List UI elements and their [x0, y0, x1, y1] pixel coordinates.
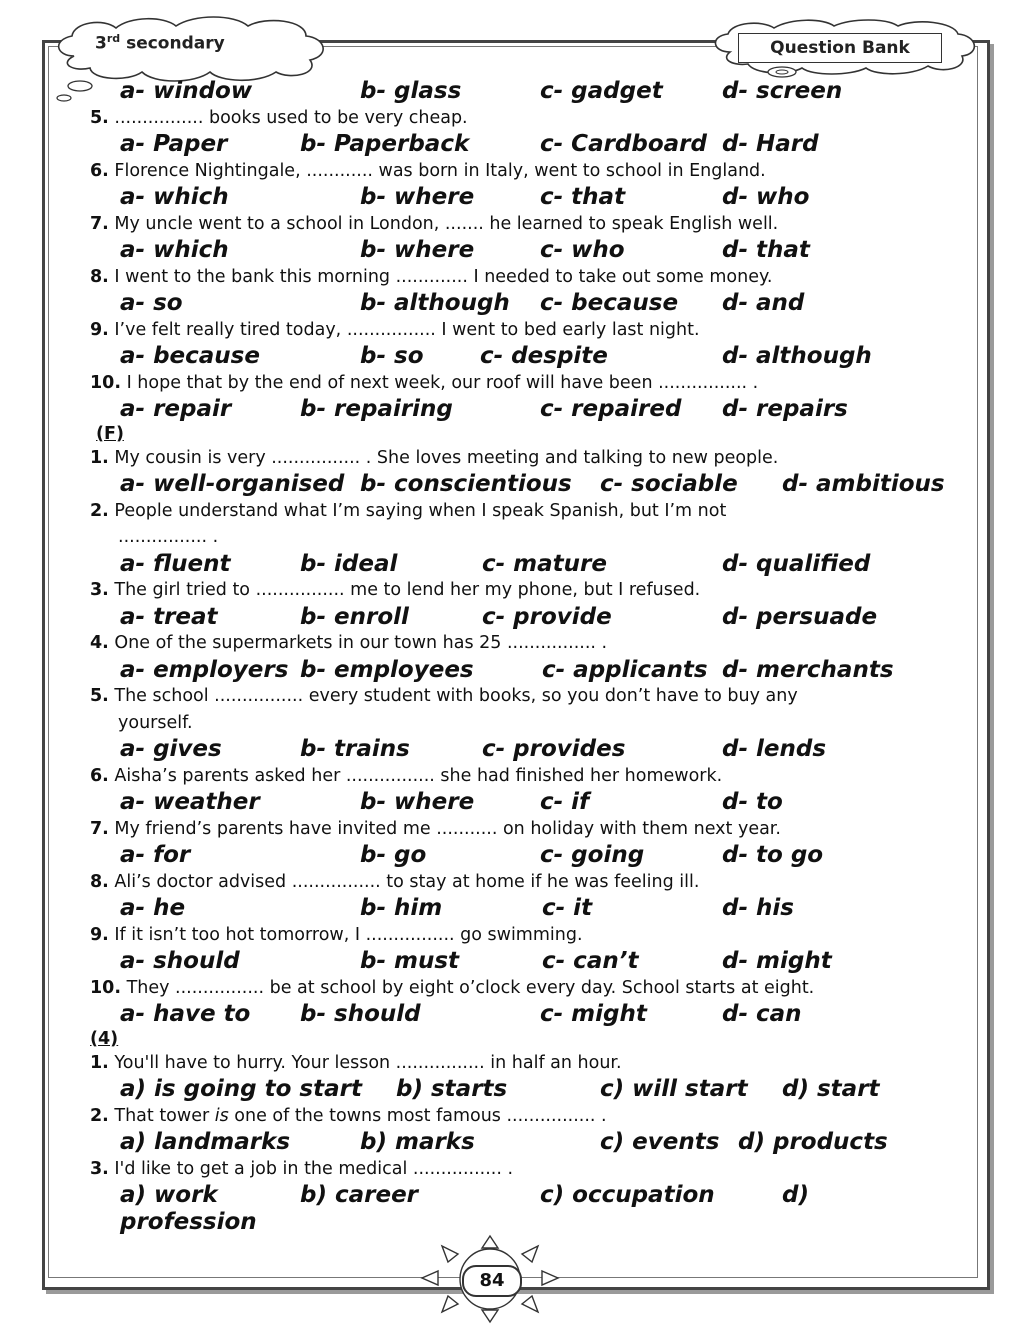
answer-options [90, 131, 960, 158]
answer-option-c[interactable]: c- mature [482, 550, 607, 577]
answer-option-a[interactable]: a- for [120, 842, 191, 868]
answer-option-b[interactable]: b- so [360, 343, 424, 369]
question-number: 2. [90, 500, 109, 521]
answer-options [90, 78, 960, 105]
answer-option-a[interactable]: a- which [120, 237, 229, 263]
answer-option-d[interactable]: d) products [738, 1129, 888, 1155]
answer-option-b[interactable]: b) career [300, 1182, 419, 1208]
question-text: 2. That tower is one of the towns most famous ................ . [90, 1105, 607, 1126]
answer-option-c[interactable]: c- applicants [542, 656, 708, 683]
answer-options [90, 604, 960, 631]
answer-option-c[interactable]: c- that [540, 184, 626, 210]
answer-option-c[interactable]: c- repaired [540, 396, 682, 422]
answer-option-a[interactable]: a- employers [120, 656, 289, 683]
grade-label: 3rd secondary [95, 32, 225, 54]
answer-option-a[interactable]: a- treat [120, 603, 218, 630]
answer-option-d[interactable]: d- can [722, 1001, 802, 1027]
question-text: 9. I’ve felt really tired today, ................ I went to bed early last night. [90, 319, 700, 340]
answer-option-a[interactable]: a) landmarks [120, 1129, 291, 1155]
question-text: 9. If it isn’t too hot tomorrow, I ................ go swimming. [90, 924, 583, 945]
answer-option-a[interactable]: a- Paper [120, 131, 228, 157]
answer-option-c[interactable]: c- might [540, 1001, 647, 1027]
answer-options [90, 237, 960, 264]
answer-option-b[interactable]: b- go [360, 842, 427, 868]
question-number: 1. [90, 1052, 109, 1073]
answer-option-b[interactable]: b- employees [300, 656, 474, 683]
question-content [90, 78, 960, 1235]
answer-option-c[interactable]: c) events [600, 1129, 720, 1155]
answer-options [90, 789, 960, 816]
question-number: 5. [90, 686, 109, 706]
question-number: 10. [90, 372, 122, 393]
question-number: 8. [90, 871, 109, 892]
answer-options [90, 396, 960, 423]
answer-option-a[interactable]: a- window [120, 78, 253, 104]
answer-option-b[interactable]: b- although [360, 290, 510, 316]
answer-options [90, 343, 960, 370]
answer-option-d[interactable]: d- merchants [722, 656, 894, 683]
answer-option-d[interactable]: d- screen [722, 78, 843, 104]
question-number: 10. [90, 977, 122, 998]
question-number: 2. [90, 1105, 109, 1126]
answer-option-b[interactable]: b- him [360, 895, 443, 921]
answer-option-b[interactable]: b- Paperback [300, 131, 470, 157]
answer-option-d[interactable]: d- qualified [722, 550, 871, 577]
answer-option-d[interactable]: d- might [722, 948, 832, 974]
answer-option-d[interactable]: d- who [722, 184, 810, 210]
answer-option-a[interactable]: a- which [120, 184, 229, 210]
question-text: 1. My cousin is very ................ . She loves meeting and talking to new people. [90, 447, 779, 468]
answer-options [90, 842, 960, 869]
answer-options [90, 1001, 960, 1028]
answer-option-c[interactable]: c) will start [600, 1076, 748, 1102]
answer-option-c[interactable]: c- Cardboard [540, 131, 707, 157]
question-number: 3. [90, 580, 109, 600]
answer-option-c[interactable]: c- sociable [600, 471, 738, 497]
question-text-continued: ................ . [118, 527, 219, 547]
answer-option-a[interactable]: a- fluent [120, 550, 231, 577]
question-text: 10. I hope that by the end of next week, our roof will have been ................ . [90, 372, 759, 393]
question-number: 9. [90, 319, 109, 340]
answer-options [90, 736, 960, 763]
question-text: 1. You'll have to hurry. Your lesson ................ in half an hour. [90, 1052, 622, 1073]
question-number: 7. [90, 213, 109, 234]
question-text-continued: yourself. [118, 712, 193, 733]
answer-option-c[interactable]: c- gadget [540, 78, 663, 104]
question-text: 3. The girl tried to ................ me to lend her my phone, but I refused. [90, 580, 701, 600]
answer-option-b[interactable]: b- where [360, 237, 475, 263]
answer-option-d[interactable]: d- Hard [722, 131, 819, 157]
question-text: 6. Aisha’s parents asked her ................ she had finished her homework. [90, 765, 723, 786]
answer-option-c[interactable]: c- despite [480, 343, 608, 369]
answer-option-d[interactable]: d- ambitious [782, 471, 945, 497]
answer-options [90, 948, 960, 975]
answer-option-d[interactable]: d- although [722, 343, 872, 369]
question-number: 9. [90, 924, 109, 945]
answer-option-d[interactable]: d) [782, 1182, 809, 1208]
question-text: 4. One of the supermarkets in our town has 25 ................ . [90, 633, 608, 653]
answer-option-d[interactable]: d- his [722, 895, 794, 921]
question-number: 8. [90, 266, 109, 287]
question-text: 10. They ................ be at school by eight o’clock every day. School starts at eight. [90, 977, 815, 998]
answer-option-b[interactable]: b- trains [300, 736, 410, 762]
question-number: 6. [90, 160, 109, 181]
answer-option-a[interactable]: a- well-organised [120, 471, 345, 497]
question-text: 5. The school ................ every student with books, so you don’t have to buy any [90, 686, 798, 706]
answer-option-a[interactable]: a- he [120, 895, 186, 921]
answer-options [90, 895, 960, 922]
answer-options [90, 290, 960, 317]
answer-option-b[interactable]: b- enroll [300, 603, 409, 630]
answer-option-b[interactable]: b) marks [360, 1129, 475, 1155]
answer-option-b[interactable]: b- where [360, 184, 475, 210]
answer-option-a[interactable]: a- have to [120, 1001, 251, 1027]
question-text: 3. I'd like to get a job in the medical ................ . [90, 1158, 514, 1179]
answer-option-b[interactable]: b) starts [396, 1076, 508, 1102]
question-bank-label: Question Bank [738, 33, 942, 63]
section-heading-f: (F) [96, 423, 124, 444]
answer-option-c[interactable]: c- it [542, 895, 593, 921]
question-text: 6. Florence Nightingale, ............ was born in Italy, went to school in England. [90, 160, 766, 181]
answer-option-c[interactable]: c) occupation [540, 1182, 715, 1208]
answer-option-a[interactable]: a- so [120, 290, 183, 316]
answer-option-c[interactable]: c- can’t [542, 948, 639, 974]
question-text: 8. Ali’s doctor advised ................ to stay at home if he was feeling ill. [90, 871, 700, 892]
answer-options [90, 1182, 960, 1209]
answer-option-c[interactable]: c- if [540, 789, 590, 815]
question-text: 8. I went to the bank this morning ............. I needed to take out some money. [90, 266, 773, 287]
answer-option-c[interactable]: c- going [540, 842, 645, 868]
question-text: 7. My friend’s parents have invited me ........... on holiday with them next year. [90, 818, 781, 839]
answer-options [90, 471, 960, 498]
answer-options [90, 1129, 960, 1156]
answer-option-c[interactable]: c- provide [482, 603, 612, 630]
question-number: 5. [90, 107, 109, 128]
answer-options [90, 184, 960, 211]
question-number: 7. [90, 818, 109, 839]
answer-option-d[interactable]: d- lends [722, 736, 827, 762]
answer-option-b[interactable]: b- glass [360, 78, 462, 104]
answer-option-c[interactable]: c- provides [482, 736, 626, 762]
answer-option-d[interactable]: d- to [722, 789, 783, 815]
answer-option-c[interactable]: c- because [540, 290, 679, 316]
answer-option-d[interactable]: d- repairs [722, 396, 848, 422]
answer-options [90, 551, 960, 578]
page-number: 84 [462, 1265, 522, 1297]
answer-options [90, 657, 960, 684]
answer-option-a[interactable]: a- weather [120, 789, 260, 815]
question-text: 5. ................ books used to be very cheap. [90, 107, 468, 128]
answer-option-c[interactable]: c- who [540, 237, 625, 263]
question-number: 1. [90, 447, 109, 468]
question-number: 4. [90, 633, 109, 653]
answer-option-a[interactable]: a- repair [120, 396, 232, 422]
answer-option-b[interactable]: b- where [360, 789, 475, 815]
answer-option-b[interactable]: b- must [360, 948, 460, 974]
answer-option-a[interactable]: a- gives [120, 736, 222, 762]
question-text: 7. My uncle went to a school in London, ....... he learned to speak English well. [90, 213, 779, 234]
answer-option-a[interactable]: a- because [120, 343, 260, 369]
answer-options [90, 1076, 960, 1103]
answer-option-d[interactable]: d- persuade [722, 603, 878, 630]
answer-option-a[interactable]: a) is going to start [120, 1076, 362, 1102]
answer-option-b[interactable]: b- should [300, 1001, 421, 1027]
answer-option-b[interactable]: b- ideal [300, 550, 398, 577]
section-heading-4: (4) [90, 1028, 119, 1049]
answer-option-d[interactable]: d- and [722, 290, 805, 316]
question-text: 2. People understand what I’m saying when I speak Spanish, but I’m not [90, 500, 727, 521]
answer-option-b[interactable]: b- conscientious [360, 471, 572, 497]
question-number: 6. [90, 765, 109, 786]
answer-option-d[interactable]: d) start [782, 1076, 880, 1102]
answer-option-a[interactable]: a- should [120, 948, 240, 974]
answer-option-b[interactable]: b- repairing [300, 396, 453, 422]
question-number: 3. [90, 1158, 109, 1179]
answer-option-a[interactable]: a) work [120, 1182, 218, 1208]
answer-option-d[interactable]: d- that [722, 237, 810, 263]
answer-option-wrap[interactable]: profession [120, 1208, 257, 1235]
answer-option-d[interactable]: d- to go [722, 842, 824, 868]
